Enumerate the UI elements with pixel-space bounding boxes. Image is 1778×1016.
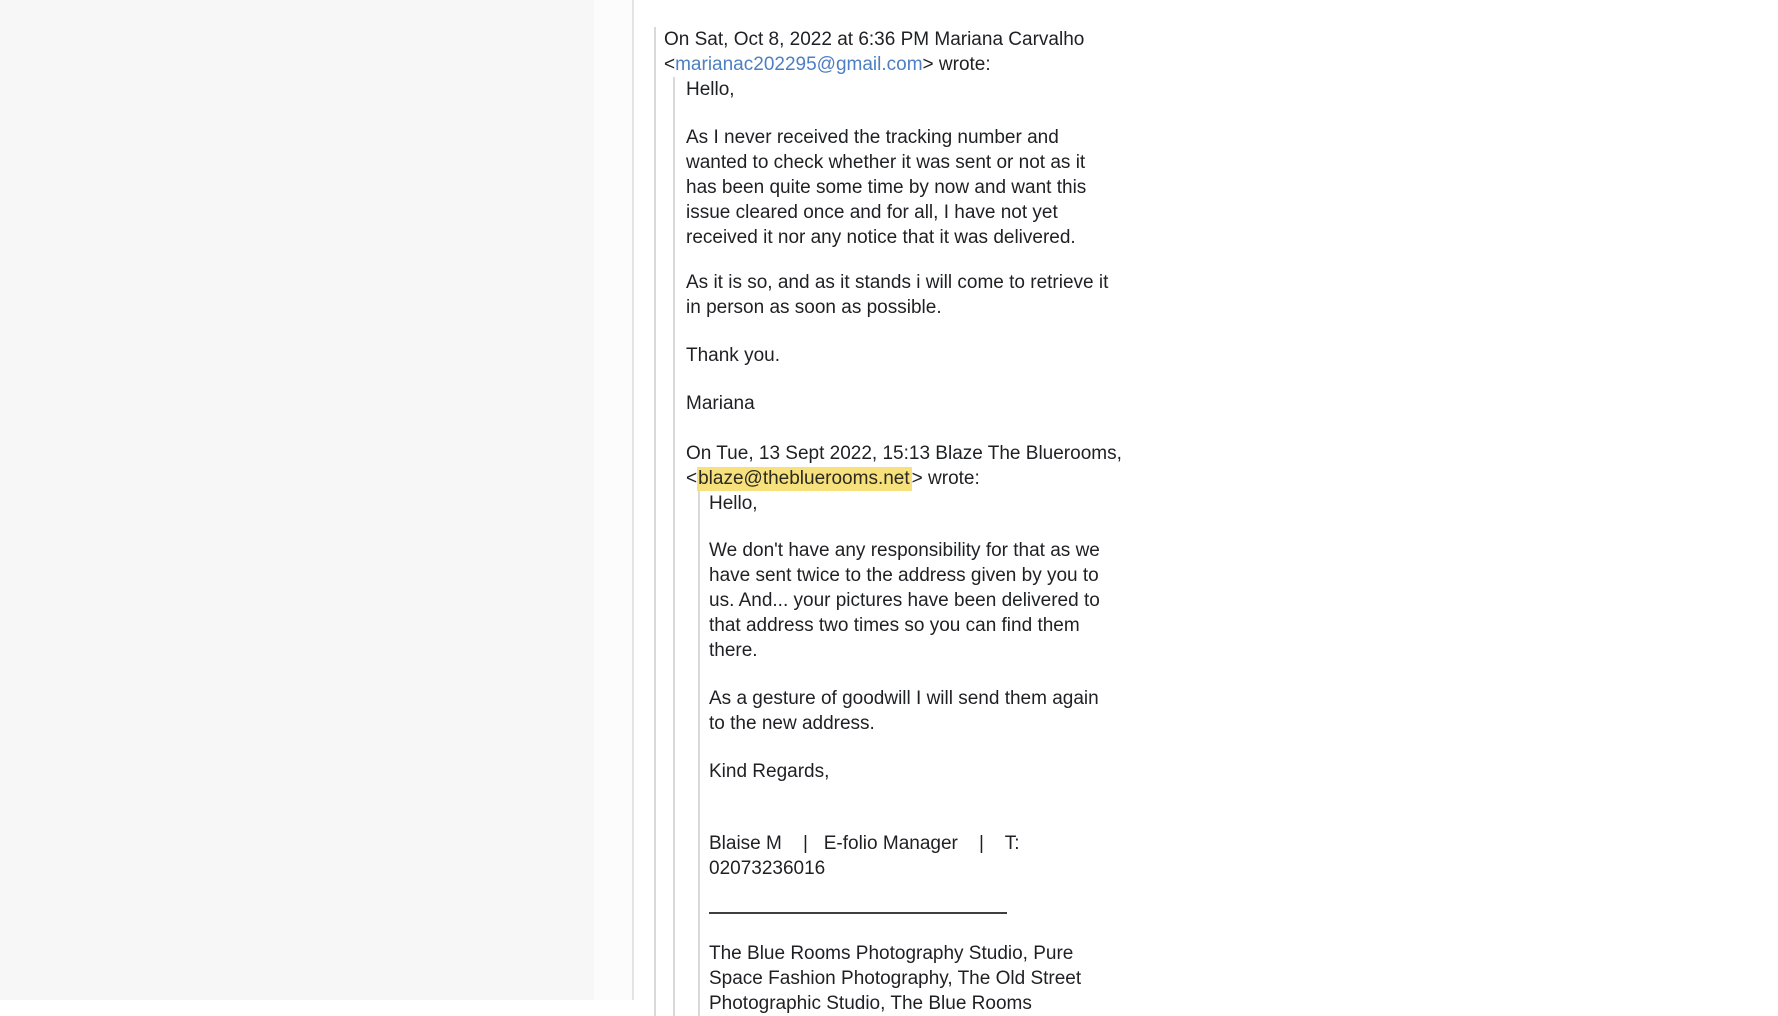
paragraph bbox=[686, 125, 1122, 250]
message-body bbox=[654, 0, 1122, 1016]
paragraph bbox=[686, 270, 1122, 320]
text-line: As it is so, and as it stands i will come to retrieve it bbox=[686, 272, 1109, 293]
attribution-mariana bbox=[664, 27, 1122, 77]
text-line: to the new address. bbox=[709, 713, 875, 734]
signature-divider bbox=[709, 912, 1007, 914]
text-line: has been quite some time by now and want this bbox=[686, 177, 1087, 198]
angle-bracket-open: < bbox=[664, 54, 676, 75]
paragraph bbox=[709, 538, 1122, 663]
signature-block bbox=[709, 831, 1122, 881]
quoted-block-mariana bbox=[673, 77, 1122, 1016]
closing-text: Kind Regards, bbox=[709, 761, 830, 782]
attribution-suffix: > wrote: bbox=[911, 468, 980, 489]
angle-bracket-open: < bbox=[686, 468, 698, 489]
signature-line: Blaise M | E-folio Manager | T: bbox=[709, 833, 1020, 854]
thanks-text: Thank you. bbox=[686, 345, 780, 366]
greeting-text: Hello, bbox=[686, 79, 735, 100]
text-line: that address two times so you can find them bbox=[709, 615, 1080, 636]
attribution-line bbox=[686, 466, 1122, 491]
left-page-margin-inner bbox=[594, 0, 632, 1000]
text-line: us. And... your pictures have been delivered to bbox=[709, 590, 1100, 611]
text-line: Space Fashion Photography, The Old Street bbox=[709, 968, 1082, 989]
attribution-line bbox=[664, 52, 1122, 77]
attribution-line: On Tue, 13 Sept 2022, 15:13 Blaze The Bluerooms, bbox=[686, 443, 1122, 464]
content-edge-divider bbox=[632, 0, 634, 1000]
quoted-block-outer bbox=[654, 27, 1122, 1016]
paragraph bbox=[709, 686, 1122, 736]
highlighted-email-link[interactable]: blaze@thebluerooms.net bbox=[698, 468, 910, 489]
attribution-line: On Sat, Oct 8, 2022 at 6:36 PM Mariana Carvalho bbox=[664, 29, 1085, 50]
text-line: have sent twice to the address given by you to bbox=[709, 565, 1099, 586]
signoff-text: Mariana bbox=[686, 393, 755, 414]
greeting-text: Hello, bbox=[709, 493, 758, 514]
text-line: issue cleared once and for all, I have not yet bbox=[686, 202, 1058, 223]
text-line: in person as soon as possible. bbox=[686, 297, 942, 318]
signature-footer bbox=[709, 941, 1122, 1016]
attribution-blaze bbox=[686, 441, 1122, 491]
left-page-margin bbox=[0, 0, 594, 1000]
text-line: there. bbox=[709, 640, 758, 661]
quoted-block-blaze bbox=[698, 491, 1122, 1016]
sender-email-link[interactable]: marianac202295@gmail.com bbox=[675, 54, 923, 75]
text-line: wanted to check whether it was sent or not as it bbox=[686, 152, 1086, 173]
text-line: Photographic Studio, The Blue Rooms bbox=[709, 993, 1032, 1014]
signature-line: 02073236016 bbox=[709, 858, 826, 879]
text-line: We don't have any responsibility for that as we bbox=[709, 540, 1100, 561]
attribution-suffix: > wrote: bbox=[922, 54, 991, 75]
text-line: As a gesture of goodwill I will send them again bbox=[709, 688, 1099, 709]
text-line: The Blue Rooms Photography Studio, Pure bbox=[709, 943, 1074, 964]
text-line: As I never received the tracking number and bbox=[686, 127, 1059, 148]
text-line: received it nor any notice that it was delivered. bbox=[686, 227, 1076, 248]
